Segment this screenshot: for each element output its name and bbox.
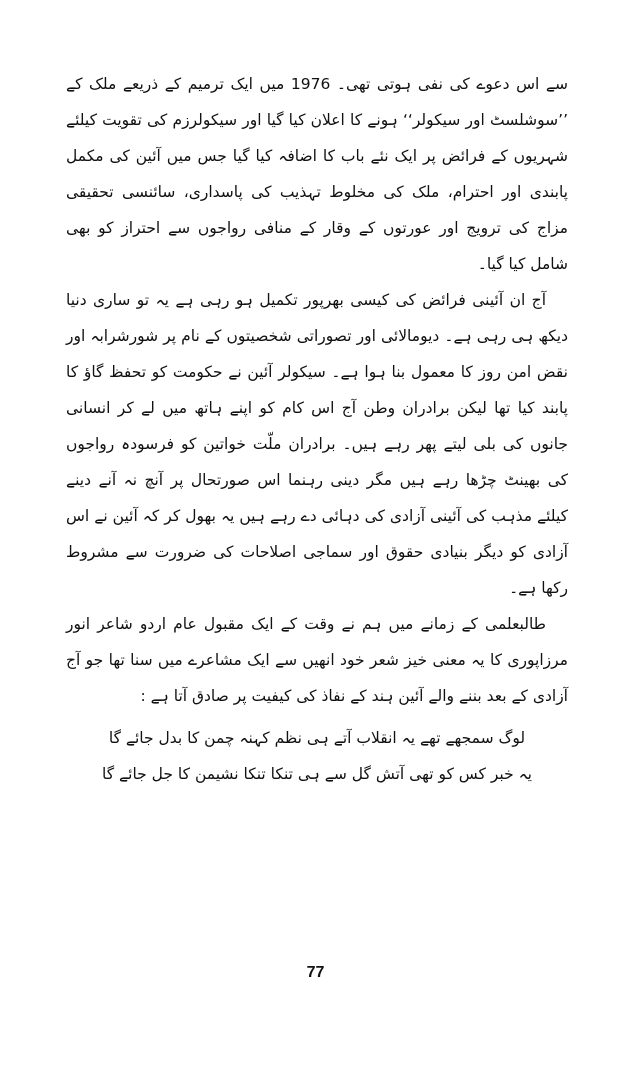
page-body — [66, 66, 568, 792]
verse-line-1: لوگ سمجھے تھے یہ انقلاب آتے ہی نظم کہنہ چمن کا بدل جائے گا — [108, 729, 526, 747]
poetry-couplet — [66, 720, 568, 792]
paragraph-3: طالبعلمی کے زمانے میں ہم نے وقت کے ایک مقبول عام اردو شاعر انور مرزاپوری کا یہ معنی خیز شعر خود انھیں سے ایک مشاعرے میں سنا تھا جو آج آزادی کے بعد بننے والے آئین ہند کے نفاذ کی کیفیت پر صادق آتا ہے : — [66, 615, 568, 705]
paragraph-1: سے اس دعوے کی نفی ہوتی تھی۔ 1976 میں ایک ترمیم کے ذریعے ملک کے ’’سوشلسٹ اور سیکولر‘‘ ہونے کا اعلان کیا گیا اور سیکولرزم کی تقویت کیلئے شہریوں کے فرائض پر ایک نئے باب کا اضافہ کیا گیا جس میں آئین کی مکمل پابندی اور احترام، ملک کی مخلوط تہذیب کی پاسداری، سائنسی تحقیقی مزاج کی ترویج اور عورتوں کے وقار کے منافی رواجوں سے احتراز کو بھی شامل کیا گیا۔ — [66, 75, 568, 273]
paragraph-2: آج ان آئینی فرائض کی کیسی بھرپور تکمیل ہو رہی ہے یہ تو ساری دنیا دیکھ ہی رہی ہے۔ دیومالائی اور تصوراتی شخصیتوں کے نام پر شورشرابہ اور نقض امن روز کا معمول بنا ہوا ہے۔ سیکولر آئین نے حکومت کو تحفظ گاؤ کا پابند کیا تھا لیکن برادران وطن آج اس کام کو اپنے ہاتھ میں لے کر انسانی جانوں کی بلی لیتے پھر رہے ہیں۔ برادران ملّت خواتین کو فرسودہ رواجوں کی بھینٹ چڑھا رہے ہیں مگر دینی رہنما اس صورتحال پر آنچ نہ آنے دینے کیلئے مذہب کی آئینی آزادی کی دہائی دے رہے ہیں یہ بھول کر کہ آئین نے اس آزادی کو دیگر بنیادی حقوق اور سماجی اصلاحات کی ضرورت سے مشروط رکھا ہے۔ — [66, 291, 568, 597]
page-number: 77 — [306, 964, 325, 981]
verse-line-2: یہ خبر کس کو تھی آتش گل سے ہی تنکا تنکا نشیمن کا جل جائے گا — [102, 765, 532, 783]
